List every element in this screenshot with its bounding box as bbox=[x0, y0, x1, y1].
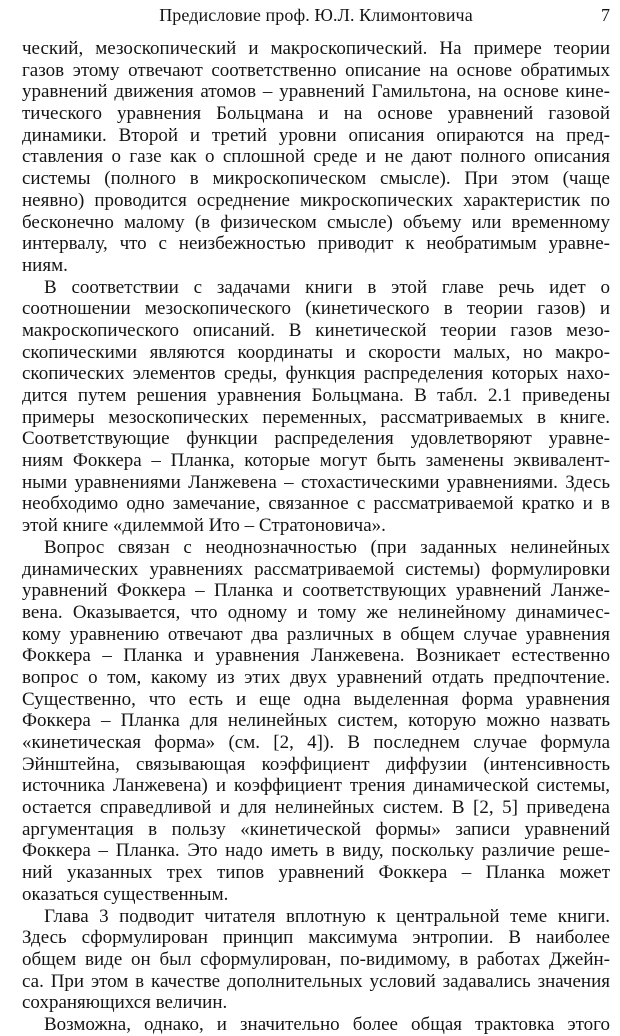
text-line: ниям Фоккера – Планка, которые могут быть заменены эквивалент- bbox=[22, 450, 610, 472]
text-line: оказаться существенным. bbox=[22, 883, 229, 905]
text-line: вена. Оказывается, что одному и тому же нелинейному динамичес- bbox=[22, 601, 610, 623]
text-line: Фоккера – Планка для нелинейных систем, которую можно назвать bbox=[22, 710, 610, 732]
text-line: уравнений движения атомов – уравнений Гамильтона, на основе кине- bbox=[22, 81, 610, 103]
text-line: вопрос о том, какому из этих двух уравнений отдать предпочтение. bbox=[22, 666, 610, 688]
text-line: ний указанных трех типов уравнений Фоккера – Планка может bbox=[22, 862, 610, 884]
text-line: соотношении мезоскопического (кинетического в теории газов) и bbox=[22, 298, 610, 320]
body-text bbox=[22, 38, 610, 1036]
running-title: Предисловие проф. Ю.Л. Климонтовича bbox=[159, 5, 473, 25]
text-line: Фоккера – Планка и уравнения Ланжевена. Возникает естественно bbox=[22, 645, 610, 667]
text-line: интервалу, что с неизбежностью приводит к необратимым уравне- bbox=[22, 233, 610, 255]
text-line: уравнений Фоккера – Планка и соответствующих уравнений Ланже- bbox=[22, 580, 610, 602]
text-line: Возможна, однако, и значительно более общая трактовка этого bbox=[44, 1013, 610, 1035]
text-line: ческий, мезоскопический и макроскопический. На примере теории bbox=[22, 38, 610, 59]
text-line: скопическими являются координаты и скорости малых, но макро- bbox=[22, 341, 610, 363]
text-line: этой книге «дилеммой Ито – Стратоновича». bbox=[22, 515, 386, 537]
text-line: общем виде он был сформулирован, по-видимому, в работах Джейн- bbox=[22, 948, 610, 970]
text-line: В соответствии с задачами книги в этой главе речь идет о bbox=[44, 276, 610, 298]
text-line: неявно) проводится осреднение микроскопических характеристик по bbox=[22, 189, 610, 211]
text-line: аргументация в пользу «кинетической формы» записи уравнений bbox=[22, 818, 610, 840]
text-line: Соответствующие функции распределения удовлетворяют уравне- bbox=[22, 428, 610, 450]
text-line: системы (полного в микроскопическом смысле). При этом (чаще bbox=[22, 168, 610, 190]
text-line: Вопрос связан с неоднозначностью (при заданных нелинейных bbox=[44, 536, 610, 558]
text-line: бесконечно малому (в физическом смысле) объему или временному bbox=[22, 211, 610, 233]
text-line: дится путем решения уравнения Больцмана. В табл. 2.1 приведены bbox=[22, 385, 610, 406]
text-line: Фоккера – Планка. Это надо иметь в виду, поскольку различие реше- bbox=[22, 840, 610, 862]
text-line: Существенно, что есть и еще одна выделенная форма уравнения bbox=[22, 688, 610, 710]
text-line: динамики. Второй и третий уровни описания опираются на пред- bbox=[22, 124, 610, 146]
text-line: динамических уравнениях рассматриваемой системы) формулировки bbox=[22, 558, 610, 580]
text-line: скопических элементов среды, функция распределения которых нахо- bbox=[22, 363, 610, 385]
text-line: са. При этом в качестве дополнительных условий задавались значения bbox=[22, 970, 610, 992]
page-number: 7 bbox=[601, 5, 610, 25]
text-line: примеры мезоскопических переменных, рассматриваемых в книге. bbox=[22, 406, 610, 428]
text-line: макроскопического описаний. В кинетической теории газов мезо- bbox=[22, 319, 610, 341]
text-line: источника Ланжевена) и коэффициент трения динамической системы, bbox=[22, 775, 610, 797]
text-line: Здесь сформулирован принцип максимума энтропии. В наиболее bbox=[22, 927, 610, 949]
text-line: Глава 3 подводит читателя вплотную к центральной теме книги. bbox=[44, 905, 610, 927]
text-line: необходимо одно замечание, связанное с рассматриваемой кратко и в bbox=[22, 493, 610, 515]
page-header bbox=[22, 2, 610, 28]
text-line: Эйнштейна, связывающая коэффициент диффузии (интенсивность bbox=[22, 753, 610, 775]
text-line: остается справедливой и для нелинейных систем. В [2, 5] приведена bbox=[22, 797, 610, 819]
text-line: сохраняющихся величин. bbox=[22, 992, 228, 1014]
text-line: тического уравнения Больцмана и на основе уравнений газовой bbox=[22, 103, 610, 125]
text-line: «кинетическая форма» (см. [2, 4]). В последнем случае формула bbox=[22, 732, 610, 753]
text-line: ниям. bbox=[22, 254, 68, 276]
text-line: газов этому отвечают соответственно описание на основе обратимых bbox=[22, 59, 610, 81]
text-line: ставления о газе как о сплошной среде и не дают полного описания bbox=[22, 146, 610, 168]
text-line: кому уравнению отвечают два различных в общем случае уравнения bbox=[22, 623, 610, 645]
text-line: ными уравнениями Ланжевена – стохастическими уравнениями. Здесь bbox=[22, 471, 610, 493]
